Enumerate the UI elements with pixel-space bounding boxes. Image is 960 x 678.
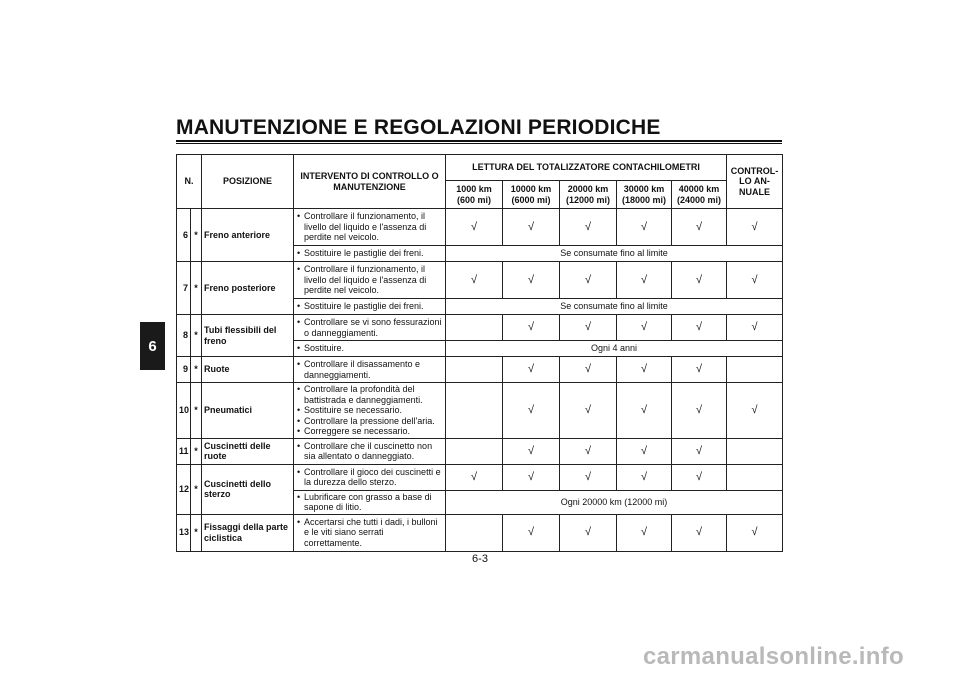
action-item: • Controllare se vi sono fessurazioni o danneggiamenti.	[296, 317, 443, 338]
action-item: • Controllare il gioco dei cuscinetti e la durezza dello sterzo.	[296, 467, 443, 488]
check-mark: √	[672, 438, 727, 464]
action-item: • Controllare il funzionamento, il livello del liquido e l'assenza di perdite nel veicolo.	[296, 264, 443, 296]
check-mark: √	[672, 514, 727, 551]
check-mark: √	[503, 383, 560, 439]
row-item: Tubi flessibili del freno	[202, 315, 294, 357]
table-row	[177, 383, 783, 439]
check-mark: √	[446, 209, 503, 246]
action-cell	[294, 438, 446, 464]
row-number: 8	[177, 315, 191, 357]
header-interval	[560, 181, 617, 209]
table-row	[177, 438, 783, 464]
header-odometer: LETTURA DEL TOTALIZZATORE CONTACHILOMETRI	[446, 155, 727, 181]
table-row	[177, 357, 783, 383]
action-item: • Controllare la pressione dell'aria.	[296, 416, 443, 427]
action-cell	[294, 299, 446, 315]
check-mark: √	[672, 315, 727, 341]
interval-km: 10000 km	[510, 184, 552, 194]
check-mark: √	[503, 357, 560, 383]
check-mark: √	[503, 514, 560, 551]
header-interval	[672, 181, 727, 209]
row-star: *	[191, 357, 202, 383]
interval-km: 40000 km	[678, 184, 720, 194]
check-mark: √	[560, 514, 617, 551]
empty-cell	[446, 514, 503, 551]
action-cell	[294, 315, 446, 341]
title-rule	[176, 140, 782, 144]
action-item: • Controllare il disassamento e danneggiamenti.	[296, 359, 443, 380]
row-item: Freno posteriore	[202, 262, 294, 315]
interval-km: 20000 km	[567, 184, 609, 194]
row-item: Freno anteriore	[202, 209, 294, 262]
row-star: *	[191, 438, 202, 464]
row-star: *	[191, 262, 202, 315]
row-star: *	[191, 464, 202, 514]
row-number: 10	[177, 383, 191, 439]
page-title: MANUTENZIONE E REGOLAZIONI PERIODICHE	[176, 116, 661, 139]
check-mark: √	[503, 262, 560, 299]
interval-span-text: Se consumate fino al limite	[446, 246, 783, 262]
check-mark: √	[560, 438, 617, 464]
action-cell	[294, 357, 446, 383]
action-cell	[294, 209, 446, 246]
action-item: • Lubrificare con grasso a base di sapone di litio.	[296, 492, 443, 513]
action-item: • Controllare il funzionamento, il livello del liquido e l'assenza di perdite nel veicolo.	[296, 211, 443, 243]
interval-span-text: Se consumate fino al limite	[446, 299, 783, 315]
action-item: • Controllare la profondità del battistrada e danneggiamenti.	[296, 384, 443, 405]
check-mark: √	[617, 357, 672, 383]
header-interval	[503, 181, 560, 209]
empty-cell	[727, 357, 783, 383]
interval-span-text: Ogni 20000 km (12000 mi)	[446, 490, 783, 514]
row-item: Ruote	[202, 357, 294, 383]
interval-mi: (6000 mi)	[511, 194, 551, 205]
action-item: • Controllare che il cuscinetto non sia allentato o danneggiato.	[296, 441, 443, 462]
check-mark: √	[727, 209, 783, 246]
page-number: 6-3	[472, 553, 488, 565]
interval-mi: (18000 mi)	[621, 194, 667, 205]
check-mark: √	[503, 464, 560, 490]
check-mark: √	[446, 262, 503, 299]
row-star: *	[191, 209, 202, 262]
check-mark: √	[617, 383, 672, 439]
check-mark: √	[617, 514, 672, 551]
table-row	[177, 262, 783, 299]
check-mark: √	[446, 464, 503, 490]
watermark: carmanualsonline.info	[642, 643, 904, 670]
action-item: • Sostituire le pastiglie dei freni.	[296, 301, 443, 312]
check-mark: √	[560, 262, 617, 299]
interval-mi: (600 mi)	[456, 194, 491, 205]
header-interval	[617, 181, 672, 209]
row-number: 6	[177, 209, 191, 262]
action-item: • Sostituire le pastiglie dei freni.	[296, 248, 443, 259]
row-item: Pneumatici	[202, 383, 294, 439]
row-number: 13	[177, 514, 191, 551]
check-mark: √	[560, 464, 617, 490]
check-mark: √	[672, 383, 727, 439]
check-mark: √	[727, 383, 783, 439]
check-mark: √	[617, 438, 672, 464]
interval-span-text: Ogni 4 anni	[446, 341, 783, 357]
row-number: 7	[177, 262, 191, 315]
check-mark: √	[617, 464, 672, 490]
check-mark: √	[503, 438, 560, 464]
table-row	[177, 315, 783, 341]
empty-cell	[727, 438, 783, 464]
check-mark: √	[672, 464, 727, 490]
interval-mi: (24000 mi)	[676, 194, 722, 205]
action-cell	[294, 341, 446, 357]
row-number: 9	[177, 357, 191, 383]
action-item: • Accertarsi che tutti i dadi, i bulloni e le viti siano serrati correttamente.	[296, 517, 443, 549]
check-mark: √	[727, 514, 783, 551]
row-item: Cuscinetti delle ruote	[202, 438, 294, 464]
check-mark: √	[617, 315, 672, 341]
maintenance-table	[176, 154, 783, 552]
action-item: • Sostituire.	[296, 343, 443, 354]
action-item: • Sostituire se necessario.	[296, 405, 443, 416]
check-mark: √	[617, 209, 672, 246]
header-intervention: INTERVENTO DI CONTROLLO O MANUTENZIONE	[294, 155, 446, 209]
chapter-tab: 6	[140, 322, 165, 370]
action-cell	[294, 262, 446, 299]
check-mark: √	[727, 315, 783, 341]
check-mark: √	[560, 357, 617, 383]
check-mark: √	[672, 209, 727, 246]
empty-cell	[446, 315, 503, 341]
row-item: Fissaggi della parte ciclistica	[202, 514, 294, 551]
row-number: 12	[177, 464, 191, 514]
header-interval	[446, 181, 503, 209]
header-n: N.	[177, 155, 202, 209]
action-cell	[294, 464, 446, 490]
empty-cell	[446, 438, 503, 464]
empty-cell	[446, 383, 503, 439]
interval-km: 1000 km	[456, 184, 492, 194]
check-mark: √	[672, 357, 727, 383]
row-star: *	[191, 383, 202, 439]
empty-cell	[727, 464, 783, 490]
table-row	[177, 514, 783, 551]
empty-cell	[446, 357, 503, 383]
check-mark: √	[503, 315, 560, 341]
check-mark: √	[727, 262, 783, 299]
check-mark: √	[560, 315, 617, 341]
action-item: • Correggere se necessario.	[296, 426, 443, 437]
interval-km: 30000 km	[623, 184, 665, 194]
action-cell	[294, 490, 446, 514]
header-position: POSIZIONE	[202, 155, 294, 209]
table-row	[177, 209, 783, 246]
check-mark: √	[560, 383, 617, 439]
check-mark: √	[560, 209, 617, 246]
action-cell	[294, 246, 446, 262]
row-item: Cuscinetti dello sterzo	[202, 464, 294, 514]
interval-mi: (12000 mi)	[565, 194, 611, 205]
action-cell	[294, 383, 446, 439]
action-cell	[294, 514, 446, 551]
check-mark: √	[672, 262, 727, 299]
row-star: *	[191, 315, 202, 357]
check-mark: √	[617, 262, 672, 299]
check-mark: √	[503, 209, 560, 246]
table-row	[177, 464, 783, 490]
row-star: *	[191, 514, 202, 551]
header-annual: CONTROL-LO AN-NUALE	[727, 155, 783, 209]
row-number: 11	[177, 438, 191, 464]
